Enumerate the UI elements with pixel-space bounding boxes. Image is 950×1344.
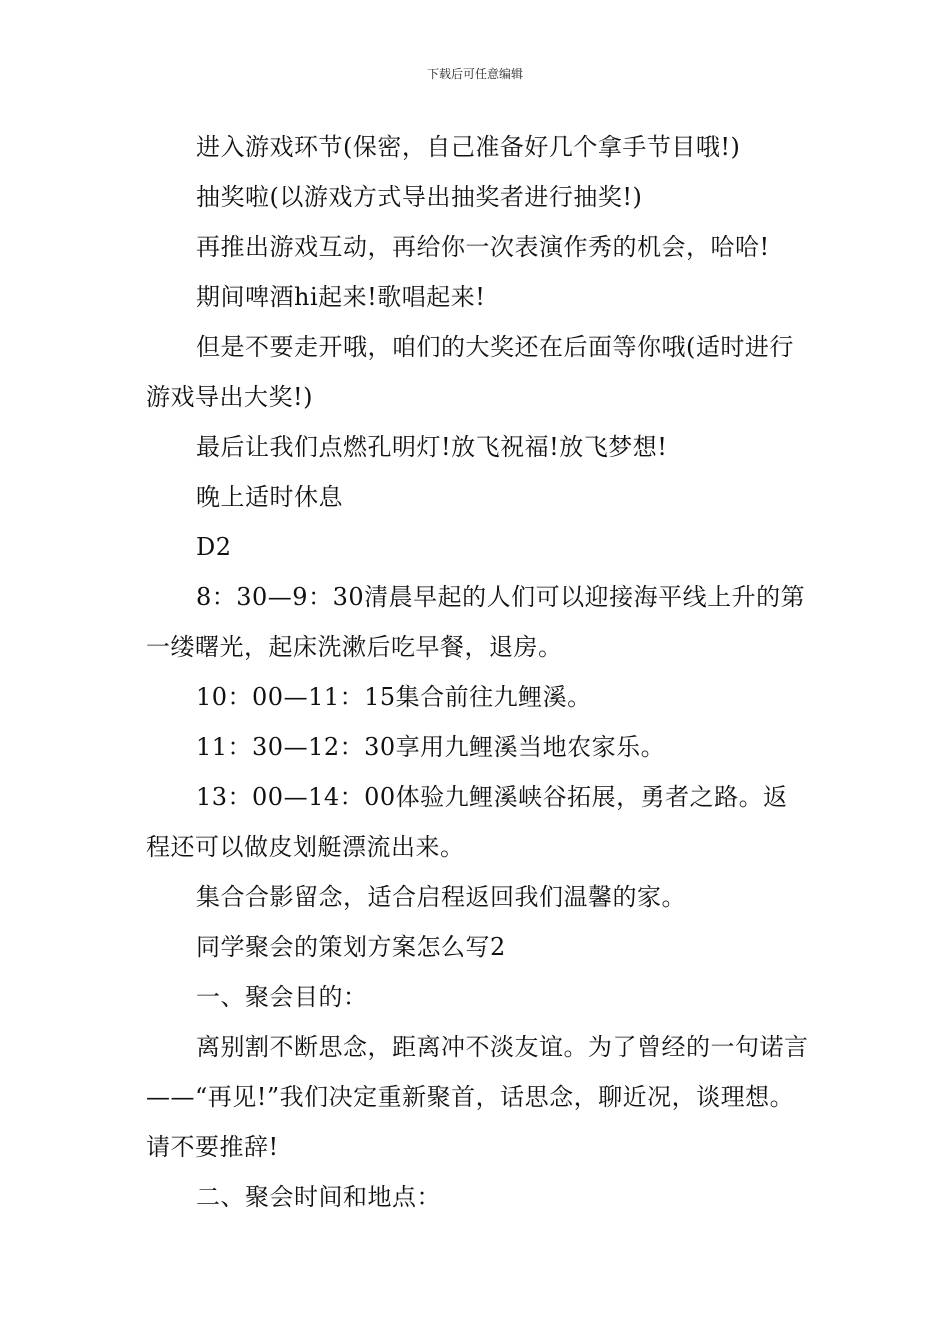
paragraph-time-place-heading: 二、聚会时间和地点： [196, 1183, 441, 1211]
paragraph-lottery: 抽奖啦(以游戏方式导出抽奖者进行抽奖!) [196, 183, 643, 211]
page-header-note: 下载后可任意编辑 [426, 67, 523, 81]
paragraph-beer-singing: 期间啤酒hi起来!歌唱起来! [196, 283, 486, 311]
paragraph-day-two-heading: D2 [196, 533, 232, 561]
paragraph-grand-prize: 但是不要走开哦，咱们的大奖还在后面等你哦(适时进行游戏导出大奖!) [146, 333, 794, 411]
paragraph-game-interaction: 再推出游戏互动，再给你一次表演作秀的机会，哈哈! [196, 233, 770, 261]
paragraph-lunch: 11：30—12：30享用九鲤溪当地农家乐。 [196, 733, 666, 761]
paragraph-purpose-heading: 一、聚会目的： [196, 983, 368, 1011]
document-body [146, 122, 811, 1222]
paragraph-purpose-text: 离别割不断思念，距离冲不淡友谊。为了曾经的一句诺言——“再见!”我们决定重新聚首，话思念，聊近况，谈理想。请不要推辞! [146, 1033, 809, 1161]
paragraph-sky-lanterns: 最后让我们点燃孔明灯!放飞祝福!放飞梦想! [196, 433, 668, 461]
paragraph-game-session: 进入游戏环节(保密，自己准备好几个拿手节目哦!) [196, 133, 741, 161]
paragraph-gather-jiulixi: 10：00—11：15集合前往九鲤溪。 [196, 683, 592, 711]
paragraph-morning-schedule: 8：30—9：30清晨早起的人们可以迎接海平线上升的第一缕曙光，起床洗漱后吃早餐，退房。 [146, 583, 806, 661]
paragraph-return-home: 集合合影留念，适合启程返回我们温馨的家。 [196, 883, 686, 911]
paragraph-canyon-activity: 13：00—14：00体验九鲤溪峡谷拓展，勇者之路。返程还可以做皮划艇漂流出来。 [146, 783, 788, 861]
paragraph-evening-rest: 晚上适时休息 [196, 483, 343, 511]
paragraph-section-title: 同学聚会的策划方案怎么写2 [196, 933, 506, 961]
